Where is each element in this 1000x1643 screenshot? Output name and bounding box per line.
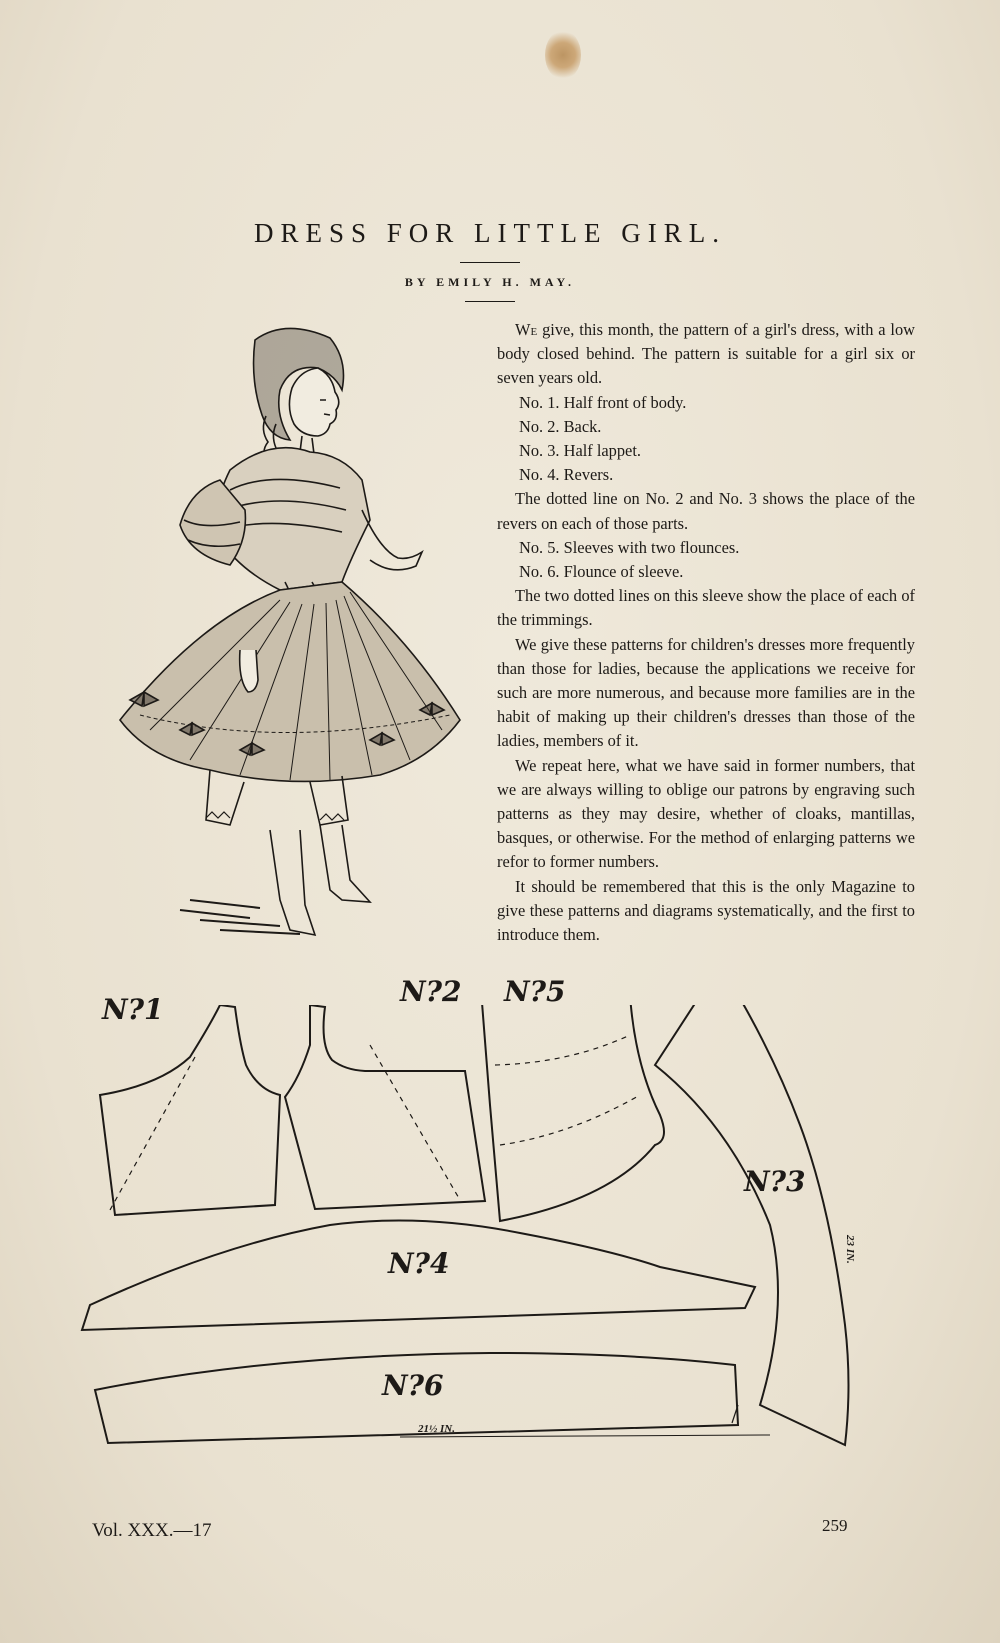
pattern-3-shape	[655, 1005, 849, 1445]
title-rule	[460, 262, 520, 263]
pattern-5-shape	[480, 1005, 664, 1221]
paragraph-repeat-offer: We repeat here, what we have said in former numbers, that we are always willing to oblige our patrons by engraving such patterns as they may desire, whether of cloaks, mantillas, basques, or otherwise. For the method of enlarging patterns we refor to former numbers.	[497, 755, 915, 872]
article-title: DRESS FOR LITTLE GIRL.	[253, 218, 726, 248]
pattern-label-3: N?3	[744, 1165, 806, 1198]
byline-rule	[465, 301, 515, 302]
scale-label-side: 23 IN.	[844, 1235, 856, 1264]
paragraph-only-magazine: It should be remembered that this is the only Magazine to give these patterns and diagrams systematically, and the first to introduce them.	[497, 876, 915, 945]
volume-footer: Vol. XXX.—17	[92, 1520, 212, 1541]
girl-dress-illustration	[80, 320, 480, 980]
pattern-diagrams	[70, 975, 930, 1545]
pattern-list-item: No. 4. Revers.	[519, 465, 614, 485]
pattern-label-1: N?1	[102, 993, 164, 1026]
article-byline: BY EMILY H. MAY.	[404, 275, 576, 289]
pattern-list-item: No. 6. Flounce of sleeve.	[519, 562, 684, 582]
foxing-stain	[545, 30, 581, 80]
pattern-label-4: N?4	[388, 1247, 450, 1280]
pattern-list-item: No. 5. Sleeves with two flounces.	[519, 537, 740, 557]
article-body	[497, 318, 915, 947]
pattern-list-item: No. 3. Half lappet.	[519, 441, 641, 461]
page-number: 259	[822, 1516, 848, 1535]
scale-label-bottom: 21½ IN.	[418, 1423, 455, 1435]
paragraph-intro: We give, this month, the pattern of a girl's dress, with a low body closed behind. The pattern is suitable for a girl six or seven years old.	[497, 320, 915, 388]
pattern-2-shape	[285, 1005, 485, 1209]
pattern-label-2: N?2	[400, 975, 462, 1008]
pattern-list-item: No. 1. Half front of body.	[519, 392, 687, 412]
pattern-label-5: N?5	[504, 975, 566, 1008]
pattern-label-6: N?6	[382, 1369, 444, 1402]
paragraph-dotted-line: The dotted line on No. 2 and No. 3 shows the place of the revers on each of those parts.	[497, 489, 915, 533]
paragraph-sleeve-lines: The two dotted lines on this sleeve show the place of each of the trimmings.	[497, 586, 915, 630]
pattern-list-item: No. 2. Back.	[519, 416, 602, 436]
pattern-1-shape	[100, 1005, 280, 1215]
paragraph-children-patterns: We give these patterns for children's dresses more frequently than those for ladies, because the applications we receive for such are more numerous, and because more families are in the habit of making up their children's dresses than those of the ladies, members of it.	[497, 634, 915, 751]
pattern-shapes	[70, 1005, 930, 1545]
